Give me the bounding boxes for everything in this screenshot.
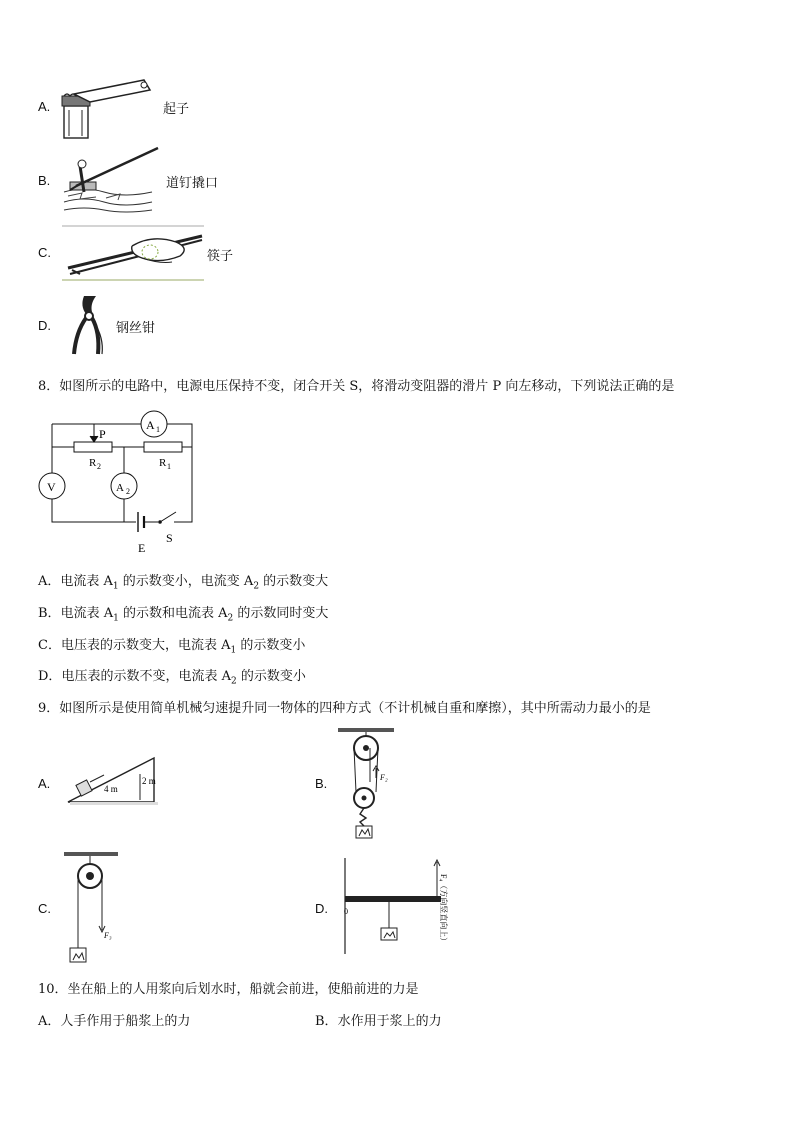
q9-option-b-letter: B. [315, 776, 328, 791]
fixed-pulley-figure [62, 848, 122, 966]
force-f4-note: F₄（方向竖直向上） [439, 874, 448, 946]
q8-option-c: C．电压表的示数变大，电流表 $A_1$ 的示数变小 [38, 638, 306, 656]
q9-option-d-letter: D. [315, 901, 328, 916]
r1-label: R [159, 457, 167, 469]
option-name: 钢丝钳 [116, 321, 156, 336]
option-letter: D. [38, 318, 51, 333]
s-label: S [166, 531, 173, 545]
force-f3: F₃ [104, 931, 112, 940]
option-letter: C. [38, 245, 51, 260]
r2-sub: 2 [97, 462, 101, 471]
inclined-plane-figure [64, 752, 164, 808]
bottle-opener-figure [60, 76, 155, 138]
r2-label: R [89, 457, 97, 469]
lever-figure [337, 854, 457, 958]
q10-option-b: B．水作用于浆上的力 [315, 1014, 442, 1029]
q10-option-a: A．人手作用于船浆上的力 [38, 1014, 191, 1029]
q8-option-d: D．电压表的示数不变，电流表 $A_2$ 的示数变小 [38, 669, 306, 687]
q10-stem: 10．坐在船上的人用浆向后划水时，船就会前进，使船前进的力是 [38, 982, 419, 997]
a1-sub: 1 [156, 425, 160, 434]
slope-length: 4 m [104, 784, 118, 794]
option-letter: B. [38, 173, 51, 188]
option-name: 道钉撬口 [166, 176, 219, 191]
pulley-block-figure [336, 724, 396, 842]
option-letter: A. [38, 99, 51, 114]
q9-option-a-letter: A. [38, 776, 51, 791]
v-label: V [47, 480, 56, 494]
r1-sub: 1 [167, 462, 171, 471]
q8-option-a: A．电流表 $A_1$ 的示数变小，电流变 $A_2$ 的示数变大 [38, 574, 329, 592]
force-f2: F₂ [380, 773, 388, 782]
option-name: 起子 [163, 102, 190, 117]
q9-stem: 9．如图所示是使用简单机械匀速提升同一物体的四种方式（不计机械自重和摩擦），其中所需动力最小的是 [38, 701, 651, 716]
pivot-zero: 0 [344, 907, 348, 916]
option-name: 筷子 [207, 249, 234, 264]
spike-crowbar-figure [62, 146, 162, 216]
chopsticks-figure [62, 224, 208, 284]
a2-label: A [116, 482, 124, 494]
resistor-r1 [144, 442, 182, 452]
slider-p-label: P [99, 427, 106, 441]
a2-sub: 2 [126, 487, 130, 496]
slope-height: 2 m [142, 776, 156, 786]
pliers-figure [72, 294, 112, 358]
ammeter-a2 [111, 473, 137, 499]
q9-option-c-letter: C. [38, 901, 51, 916]
e-label: E [138, 541, 146, 555]
a1-label: A [146, 418, 155, 432]
circuit-diagram [36, 406, 206, 558]
q8-option-b: B．电流表 $A_1$ 的示数和电流表 $A_2$ 的示数同时变大 [38, 606, 329, 624]
resistor-r2 [74, 442, 112, 452]
q8-stem: 8．如图所示的电路中，电源电压保持不变，闭合开关 S，将滑动变阻器的滑片 P 向左移动，下列说法正确的是 [38, 379, 675, 394]
